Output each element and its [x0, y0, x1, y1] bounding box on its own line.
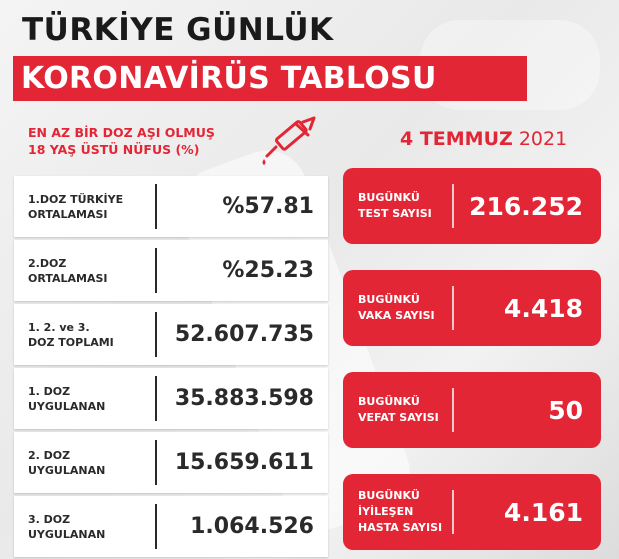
- row-value: %25.23: [222, 258, 314, 283]
- stat-value: 4.161: [503, 497, 583, 527]
- stat-label: BUGÜNKÜ TEST SAYISI: [358, 191, 432, 220]
- vaccination-section-title: EN AZ BİR DOZ AŞI OLMUŞ 18 YAŞ ÜSTÜ NÜFUS (%): [28, 125, 215, 157]
- syringe-icon: [258, 115, 320, 165]
- stat-card-deaths: [343, 372, 601, 448]
- row-value: 1.064.526: [190, 514, 314, 539]
- vaccination-row: [14, 304, 328, 365]
- row-label: 3. DOZ UYGULANAN: [28, 512, 106, 541]
- stat-card-recovered: [343, 474, 601, 550]
- date-day-month: 4 TEMMUZ: [400, 128, 513, 150]
- stat-card-test: [343, 168, 601, 244]
- stat-value: 216.252: [469, 191, 583, 221]
- row-label: 1. DOZ UYGULANAN: [28, 384, 106, 413]
- vaccination-row: [14, 432, 328, 493]
- vaccination-row: [14, 496, 328, 557]
- stat-label: BUGÜNKÜ VAKA SAYISI: [358, 293, 435, 322]
- row-label: 2.DOZ ORTALAMASI: [28, 256, 108, 285]
- date-year: 2021: [518, 128, 568, 150]
- stat-label: BUGÜNKÜ İYİLEŞEN HASTA SAYISI: [358, 489, 443, 534]
- row-value: 52.607.735: [174, 322, 314, 347]
- vaccination-row: [14, 176, 328, 237]
- stat-value: 50: [548, 395, 583, 425]
- page-subtitle-banner: KORONAVİRÜS TABLOSU: [13, 56, 527, 101]
- stat-value: 4.418: [503, 293, 583, 323]
- row-value: %57.81: [222, 194, 314, 219]
- row-label: 2. DOZ UYGULANAN: [28, 448, 106, 477]
- row-value: 15.659.611: [174, 450, 314, 475]
- row-value: 35.883.598: [174, 386, 314, 411]
- stat-card-cases: [343, 270, 601, 346]
- page-title: TÜRKİYE GÜNLÜK: [22, 12, 334, 48]
- vaccination-row: [14, 368, 328, 429]
- row-label: 1.DOZ TÜRKİYE ORTALAMASI: [28, 192, 124, 221]
- row-label: 1. 2. ve 3. DOZ TOPLAMI: [28, 320, 114, 349]
- report-date: [400, 128, 567, 150]
- vaccination-row: [14, 240, 328, 301]
- stat-label: BUGÜNKÜ VEFAT SAYISI: [358, 395, 439, 424]
